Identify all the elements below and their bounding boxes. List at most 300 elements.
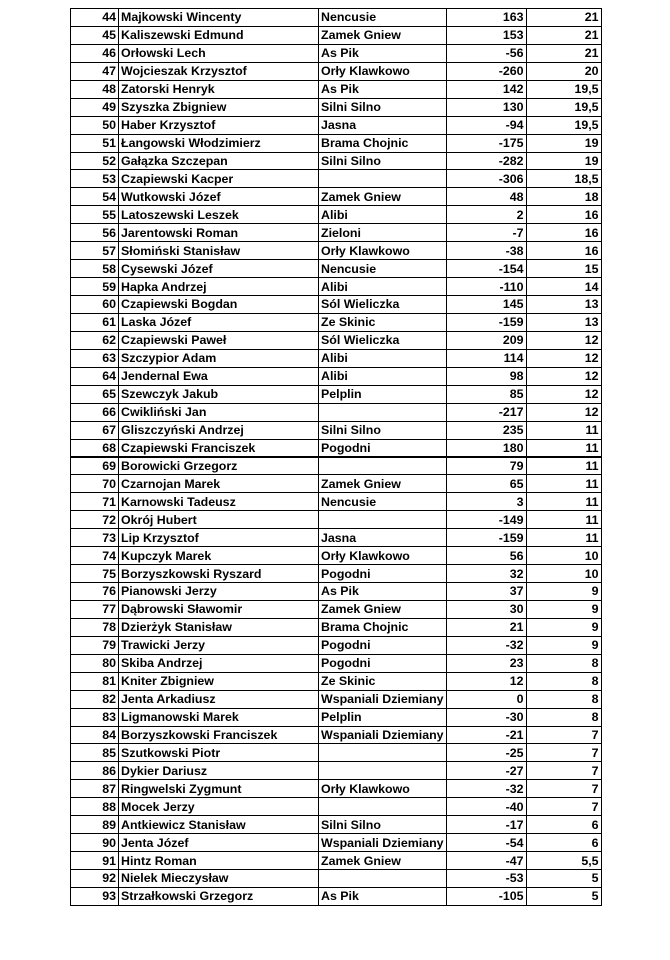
- table-row: [71, 834, 602, 852]
- table-row: [71, 367, 602, 385]
- points-cell: 2: [446, 206, 526, 224]
- club-name-cell: Zamek Gniew: [319, 26, 447, 44]
- points-cell: -30: [446, 708, 526, 726]
- table-row: [71, 672, 602, 690]
- rank-cell: 84: [71, 726, 119, 744]
- rank-cell: 89: [71, 816, 119, 834]
- table-row: [71, 152, 602, 170]
- player-name-cell: Jarentowski Roman: [119, 224, 319, 242]
- player-name-cell: Łangowski Włodzimierz: [119, 134, 319, 152]
- rank-cell: 65: [71, 385, 119, 403]
- table-row: [71, 188, 602, 206]
- club-name-cell: [319, 798, 447, 816]
- club-name-cell: Silni Silno: [319, 816, 447, 834]
- points-cell: 114: [446, 349, 526, 367]
- score-cell: 15: [526, 260, 601, 278]
- score-cell: 19: [526, 134, 601, 152]
- club-name-cell: Pelplin: [319, 385, 447, 403]
- table-row: [71, 852, 602, 870]
- rank-cell: 83: [71, 708, 119, 726]
- club-name-cell: Silni Silno: [319, 98, 447, 116]
- club-name-cell: Jasna: [319, 529, 447, 547]
- club-name-cell: [319, 457, 447, 475]
- club-name-cell: Pelplin: [319, 708, 447, 726]
- score-cell: 19: [526, 152, 601, 170]
- score-cell: 18,5: [526, 170, 601, 188]
- club-name-cell: Nencusie: [319, 9, 447, 27]
- club-name-cell: Orły Klawkowo: [319, 780, 447, 798]
- points-cell: -159: [446, 313, 526, 331]
- points-cell: -154: [446, 260, 526, 278]
- table-row: [71, 475, 602, 493]
- player-name-cell: Latoszewski Leszek: [119, 206, 319, 224]
- points-cell: -217: [446, 403, 526, 421]
- club-name-cell: Orły Klawkowo: [319, 62, 447, 80]
- club-name-cell: Zamek Gniew: [319, 852, 447, 870]
- table-row: [71, 887, 602, 905]
- player-name-cell: Wutkowski Józef: [119, 188, 319, 206]
- player-name-cell: Borzyszkowski Ryszard: [119, 565, 319, 583]
- points-cell: -105: [446, 887, 526, 905]
- player-name-cell: Hintz Roman: [119, 852, 319, 870]
- player-name-cell: Szutkowski Piotr: [119, 744, 319, 762]
- score-cell: 12: [526, 349, 601, 367]
- table-row: [71, 618, 602, 636]
- score-cell: 5,5: [526, 852, 601, 870]
- rank-cell: 77: [71, 600, 119, 618]
- score-cell: 19,5: [526, 98, 601, 116]
- score-cell: 6: [526, 834, 601, 852]
- points-cell: -306: [446, 170, 526, 188]
- rank-cell: 59: [71, 278, 119, 296]
- player-name-cell: Dąbrowski Sławomir: [119, 600, 319, 618]
- rank-cell: 57: [71, 242, 119, 260]
- points-cell: 145: [446, 296, 526, 314]
- score-cell: 14: [526, 278, 601, 296]
- player-name-cell: Borowicki Grzegorz: [119, 457, 319, 475]
- rank-cell: 63: [71, 349, 119, 367]
- table-row: [71, 798, 602, 816]
- rank-cell: 52: [71, 152, 119, 170]
- points-cell: 153: [446, 26, 526, 44]
- club-name-cell: As Pik: [319, 887, 447, 905]
- points-cell: -17: [446, 816, 526, 834]
- club-name-cell: Wspaniali Dziemiany: [319, 726, 447, 744]
- rank-cell: 76: [71, 583, 119, 601]
- player-name-cell: Nielek Mieczysław: [119, 870, 319, 888]
- player-name-cell: Gałązka Szczepan: [119, 152, 319, 170]
- table-row: [71, 296, 602, 314]
- rank-cell: 73: [71, 529, 119, 547]
- score-cell: 11: [526, 529, 601, 547]
- table-row: [71, 547, 602, 565]
- table-row: [71, 511, 602, 529]
- rank-cell: 66: [71, 403, 119, 421]
- table-row: [71, 654, 602, 672]
- player-name-cell: Dykier Dariusz: [119, 762, 319, 780]
- table-row: [71, 870, 602, 888]
- score-cell: 10: [526, 565, 601, 583]
- club-name-cell: [319, 744, 447, 762]
- points-cell: 235: [446, 421, 526, 439]
- score-cell: 21: [526, 44, 601, 62]
- rank-cell: 45: [71, 26, 119, 44]
- points-cell: -21: [446, 726, 526, 744]
- rank-cell: 70: [71, 475, 119, 493]
- player-name-cell: Kaliszewski Edmund: [119, 26, 319, 44]
- rank-cell: 53: [71, 170, 119, 188]
- rank-cell: 91: [71, 852, 119, 870]
- player-name-cell: Kupczyk Marek: [119, 547, 319, 565]
- player-name-cell: Czapiewski Kacper: [119, 170, 319, 188]
- club-name-cell: Zamek Gniew: [319, 600, 447, 618]
- score-cell: 13: [526, 296, 601, 314]
- rank-cell: 78: [71, 618, 119, 636]
- points-cell: 12: [446, 672, 526, 690]
- score-cell: 16: [526, 224, 601, 242]
- player-name-cell: Trawicki Jerzy: [119, 636, 319, 654]
- score-cell: 5: [526, 870, 601, 888]
- player-name-cell: Mocek Jerzy: [119, 798, 319, 816]
- points-cell: -54: [446, 834, 526, 852]
- points-cell: -53: [446, 870, 526, 888]
- table-row: [71, 493, 602, 511]
- rank-cell: 56: [71, 224, 119, 242]
- points-cell: -110: [446, 278, 526, 296]
- club-name-cell: Brama Chojnic: [319, 618, 447, 636]
- club-name-cell: Wspaniali Dziemiany: [319, 834, 447, 852]
- points-cell: -175: [446, 134, 526, 152]
- score-cell: 9: [526, 618, 601, 636]
- rank-cell: 88: [71, 798, 119, 816]
- club-name-cell: [319, 511, 447, 529]
- club-name-cell: [319, 170, 447, 188]
- rank-cell: 54: [71, 188, 119, 206]
- score-cell: 12: [526, 403, 601, 421]
- table-row: [71, 636, 602, 654]
- points-cell: 130: [446, 98, 526, 116]
- score-cell: 20: [526, 62, 601, 80]
- table-row: [71, 62, 602, 80]
- club-name-cell: Orły Klawkowo: [319, 547, 447, 565]
- club-name-cell: Zamek Gniew: [319, 475, 447, 493]
- table-row: [71, 224, 602, 242]
- player-name-cell: Majkowski Wincenty: [119, 9, 319, 27]
- table-row: [71, 780, 602, 798]
- results-table: [70, 8, 602, 906]
- club-name-cell: Pogodni: [319, 636, 447, 654]
- score-cell: 7: [526, 726, 601, 744]
- table-row: [71, 816, 602, 834]
- points-cell: 23: [446, 654, 526, 672]
- points-cell: -32: [446, 780, 526, 798]
- score-cell: 5: [526, 887, 601, 905]
- points-cell: -159: [446, 529, 526, 547]
- points-cell: -38: [446, 242, 526, 260]
- score-cell: 11: [526, 493, 601, 511]
- points-cell: -40: [446, 798, 526, 816]
- club-name-cell: [319, 403, 447, 421]
- player-name-cell: Gliszczyński Andrzej: [119, 421, 319, 439]
- rank-cell: 85: [71, 744, 119, 762]
- score-cell: 6: [526, 816, 601, 834]
- table-row: [71, 26, 602, 44]
- table-row: [71, 421, 602, 439]
- points-cell: 21: [446, 618, 526, 636]
- points-cell: -94: [446, 116, 526, 134]
- points-cell: -27: [446, 762, 526, 780]
- points-cell: -47: [446, 852, 526, 870]
- player-name-cell: Pianowski Jerzy: [119, 583, 319, 601]
- player-name-cell: Borzyszkowski Franciszek: [119, 726, 319, 744]
- points-cell: 180: [446, 439, 526, 457]
- club-name-cell: Orły Klawkowo: [319, 242, 447, 260]
- rank-cell: 68: [71, 439, 119, 457]
- score-cell: 12: [526, 367, 601, 385]
- score-cell: 12: [526, 331, 601, 349]
- table-row: [71, 349, 602, 367]
- player-name-cell: Jenta Józef: [119, 834, 319, 852]
- table-row: [71, 278, 602, 296]
- table-row: [71, 457, 602, 475]
- rank-cell: 81: [71, 672, 119, 690]
- player-name-cell: Czapiewski Paweł: [119, 331, 319, 349]
- score-cell: 11: [526, 439, 601, 457]
- club-name-cell: Pogodni: [319, 654, 447, 672]
- points-cell: 37: [446, 583, 526, 601]
- points-cell: 85: [446, 385, 526, 403]
- table-row: [71, 600, 602, 618]
- rank-cell: 48: [71, 80, 119, 98]
- player-name-cell: Okrój Hubert: [119, 511, 319, 529]
- score-cell: 8: [526, 690, 601, 708]
- rank-cell: 47: [71, 62, 119, 80]
- score-cell: 11: [526, 475, 601, 493]
- table-row: [71, 439, 602, 457]
- player-name-cell: Czapiewski Bogdan: [119, 296, 319, 314]
- table-row: [71, 206, 602, 224]
- rank-cell: 92: [71, 870, 119, 888]
- score-cell: 21: [526, 26, 601, 44]
- table-row: [71, 313, 602, 331]
- score-cell: 11: [526, 511, 601, 529]
- rank-cell: 67: [71, 421, 119, 439]
- score-cell: 7: [526, 798, 601, 816]
- table-row: [71, 242, 602, 260]
- points-cell: 142: [446, 80, 526, 98]
- player-name-cell: Cwikliński Jan: [119, 403, 319, 421]
- table-row: [71, 529, 602, 547]
- rank-cell: 50: [71, 116, 119, 134]
- score-cell: 8: [526, 654, 601, 672]
- club-name-cell: Ze Skinic: [319, 672, 447, 690]
- table-row: [71, 690, 602, 708]
- points-cell: 0: [446, 690, 526, 708]
- table-row: [71, 331, 602, 349]
- rank-cell: 49: [71, 98, 119, 116]
- rank-cell: 58: [71, 260, 119, 278]
- points-cell: 65: [446, 475, 526, 493]
- rank-cell: 80: [71, 654, 119, 672]
- club-name-cell: Silni Silno: [319, 421, 447, 439]
- player-name-cell: Ringwelski Zygmunt: [119, 780, 319, 798]
- table-row: [71, 744, 602, 762]
- player-name-cell: Jenta Arkadiusz: [119, 690, 319, 708]
- player-name-cell: Szewczyk Jakub: [119, 385, 319, 403]
- score-cell: 9: [526, 636, 601, 654]
- player-name-cell: Orłowski Lech: [119, 44, 319, 62]
- score-cell: 18: [526, 188, 601, 206]
- player-name-cell: Szyszka Zbigniew: [119, 98, 319, 116]
- rank-cell: 64: [71, 367, 119, 385]
- club-name-cell: Pogodni: [319, 439, 447, 457]
- points-cell: -260: [446, 62, 526, 80]
- table-row: [71, 565, 602, 583]
- player-name-cell: Ligmanowski Marek: [119, 708, 319, 726]
- player-name-cell: Cysewski Józef: [119, 260, 319, 278]
- club-name-cell: Brama Chojnic: [319, 134, 447, 152]
- club-name-cell: Sól Wieliczka: [319, 331, 447, 349]
- points-cell: -25: [446, 744, 526, 762]
- table-row: [71, 134, 602, 152]
- club-name-cell: Jasna: [319, 116, 447, 134]
- club-name-cell: Zieloni: [319, 224, 447, 242]
- rank-cell: 87: [71, 780, 119, 798]
- points-cell: 56: [446, 547, 526, 565]
- table-row: [71, 385, 602, 403]
- points-cell: 79: [446, 457, 526, 475]
- results-table-body: [71, 9, 602, 906]
- rank-cell: 93: [71, 887, 119, 905]
- player-name-cell: Jendernal Ewa: [119, 367, 319, 385]
- player-name-cell: Strzałkowski Grzegorz: [119, 887, 319, 905]
- player-name-cell: Wojcieszak Krzysztof: [119, 62, 319, 80]
- rank-cell: 55: [71, 206, 119, 224]
- score-cell: 12: [526, 385, 601, 403]
- table-row: [71, 44, 602, 62]
- points-cell: 98: [446, 367, 526, 385]
- score-cell: 11: [526, 457, 601, 475]
- table-row: [71, 116, 602, 134]
- points-cell: 209: [446, 331, 526, 349]
- score-cell: 19,5: [526, 116, 601, 134]
- table-row: [71, 403, 602, 421]
- rank-cell: 60: [71, 296, 119, 314]
- points-cell: -7: [446, 224, 526, 242]
- table-row: [71, 98, 602, 116]
- rank-cell: 61: [71, 313, 119, 331]
- rank-cell: 75: [71, 565, 119, 583]
- score-cell: 9: [526, 583, 601, 601]
- club-name-cell: Nencusie: [319, 493, 447, 511]
- score-cell: 13: [526, 313, 601, 331]
- points-cell: -56: [446, 44, 526, 62]
- player-name-cell: Hapka Andrzej: [119, 278, 319, 296]
- table-row: [71, 80, 602, 98]
- club-name-cell: Ze Skinic: [319, 313, 447, 331]
- table-row: [71, 762, 602, 780]
- player-name-cell: Czapiewski Franciszek: [119, 439, 319, 457]
- club-name-cell: As Pik: [319, 583, 447, 601]
- player-name-cell: Dzierżyk Stanisław: [119, 618, 319, 636]
- score-cell: 7: [526, 744, 601, 762]
- club-name-cell: Alibi: [319, 349, 447, 367]
- rank-cell: 79: [71, 636, 119, 654]
- score-cell: 7: [526, 780, 601, 798]
- rank-cell: 62: [71, 331, 119, 349]
- score-cell: 19,5: [526, 80, 601, 98]
- player-name-cell: Laska Józef: [119, 313, 319, 331]
- score-cell: 9: [526, 600, 601, 618]
- rank-cell: 51: [71, 134, 119, 152]
- score-cell: 8: [526, 672, 601, 690]
- table-row: [71, 708, 602, 726]
- score-cell: 7: [526, 762, 601, 780]
- points-cell: -149: [446, 511, 526, 529]
- rank-cell: 86: [71, 762, 119, 780]
- club-name-cell: Alibi: [319, 206, 447, 224]
- rank-cell: 90: [71, 834, 119, 852]
- points-cell: -282: [446, 152, 526, 170]
- club-name-cell: Nencusie: [319, 260, 447, 278]
- player-name-cell: Lip Krzysztof: [119, 529, 319, 547]
- player-name-cell: Skiba Andrzej: [119, 654, 319, 672]
- points-cell: 32: [446, 565, 526, 583]
- club-name-cell: Sól Wieliczka: [319, 296, 447, 314]
- club-name-cell: [319, 870, 447, 888]
- table-row: [71, 260, 602, 278]
- player-name-cell: Zatorski Henryk: [119, 80, 319, 98]
- player-name-cell: Szczypior Adam: [119, 349, 319, 367]
- player-name-cell: Haber Krzysztof: [119, 116, 319, 134]
- score-cell: 11: [526, 421, 601, 439]
- player-name-cell: Czarnojan Marek: [119, 475, 319, 493]
- rank-cell: 44: [71, 9, 119, 27]
- rank-cell: 46: [71, 44, 119, 62]
- player-name-cell: Kniter Zbigniew: [119, 672, 319, 690]
- points-cell: 48: [446, 188, 526, 206]
- score-cell: 10: [526, 547, 601, 565]
- player-name-cell: Antkiewicz Stanisław: [119, 816, 319, 834]
- club-name-cell: As Pik: [319, 44, 447, 62]
- rank-cell: 74: [71, 547, 119, 565]
- club-name-cell: As Pik: [319, 80, 447, 98]
- rank-cell: 82: [71, 690, 119, 708]
- club-name-cell: Pogodni: [319, 565, 447, 583]
- player-name-cell: Słomiński Stanisław: [119, 242, 319, 260]
- table-row: [71, 583, 602, 601]
- club-name-cell: Silni Silno: [319, 152, 447, 170]
- table-row: [71, 726, 602, 744]
- rank-cell: 71: [71, 493, 119, 511]
- score-cell: 8: [526, 708, 601, 726]
- points-cell: 163: [446, 9, 526, 27]
- club-name-cell: Wspaniali Dziemiany: [319, 690, 447, 708]
- club-name-cell: [319, 762, 447, 780]
- player-name-cell: Karnowski Tadeusz: [119, 493, 319, 511]
- score-cell: 16: [526, 206, 601, 224]
- club-name-cell: Alibi: [319, 367, 447, 385]
- rank-cell: 69: [71, 457, 119, 475]
- club-name-cell: Zamek Gniew: [319, 188, 447, 206]
- table-row: [71, 170, 602, 188]
- score-cell: 21: [526, 9, 601, 27]
- club-name-cell: Alibi: [319, 278, 447, 296]
- score-cell: 16: [526, 242, 601, 260]
- table-row: [71, 9, 602, 27]
- points-cell: 3: [446, 493, 526, 511]
- rank-cell: 72: [71, 511, 119, 529]
